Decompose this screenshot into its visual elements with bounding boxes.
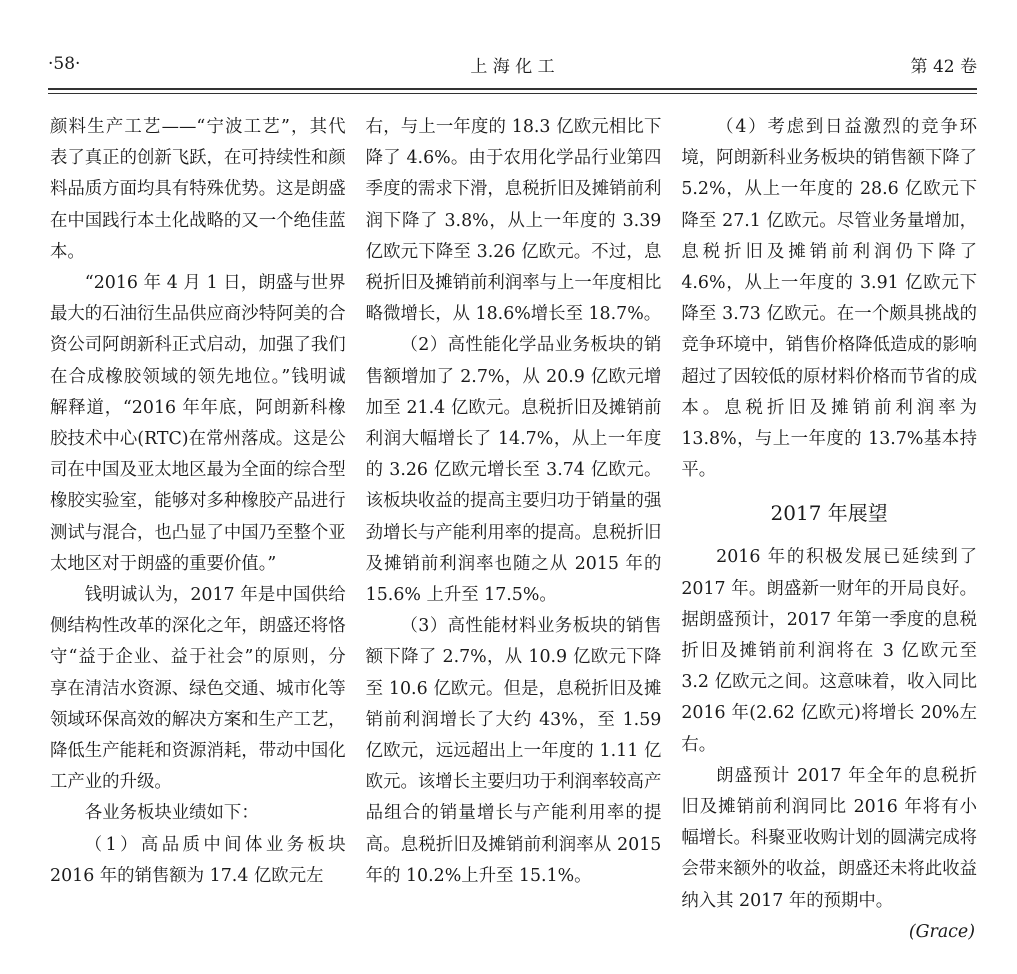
column-1 — [50, 112, 346, 974]
column-2 — [366, 112, 662, 974]
paragraph: （2）高性能化学品业务板块的销售额增加了 2.7%，从 20.9 亿欧元增加至 21.4 亿欧元。息税折旧及摊销前利润大幅增长了 14.7%，从上一年度的 3.26 亿欧元增长至 3.74 亿欧元。该板块收益的提高主要归功于销量的强劲增长与产能利用率的提高。息税折旧及摊销前利润率也随之从 2015 年的 15.6% 上升至 17.5%。 — [365, 335, 662, 606]
paragraph: 右，与上一年度的 18.3 亿欧元相比下降了 4.6%。由于农用化学品行业第四季度的需求下滑，息税折旧及摊销前利润下降了 3.8%，从上一年度的 3.39 亿欧元下降至 3.26 亿欧元。不过，息税折旧及摊销前利润率与上一年度相比略微增长，从 18.6%增长至 18.7%。 — [365, 117, 662, 325]
author-signature: (Grace) — [908, 921, 976, 942]
paragraph: 2016 年的积极发展已延续到了 2017 年。朗盛新一财年的开局良好。据朗盛预计，2017 年第一季度的息税折旧及摊销前利润将在 3 亿欧元至 3.2 亿欧元之间。这意味着，收入同比 2016 年(2.62 亿欧元)将增长 20%左右。 — [681, 547, 978, 755]
page-number: ·58· — [48, 54, 81, 74]
journal-title: 上 海 化 工 — [470, 56, 555, 77]
paragraph: 各业务板块业绩如下： — [84, 803, 259, 824]
paragraph: 钱明诚认为，2017 年是中国供给侧结构性改革的深化之年，朗盛还将恪守“益于企业、益于社会”的原则，分享在清洁水资源、绿色交通、城市化等领域环保高效的解决方案和生产工艺，降低生产能耗和资源消耗，带动中国化工产业的升级。 — [50, 585, 346, 793]
article-body — [50, 112, 977, 974]
paragraph: （3）高性能材料业务板块的销售额下降了 2.7%，从 10.9 亿欧元下降至 10.6 亿欧元。但是，息税折旧及摊销前利润增长了大约 43%，至 1.59 亿欧元，远远超出上一年度的 1.11 亿欧元。该增长主要归功于利润率较高产品组合的销量增长与产能利用率的提高。息税折旧及摊销前利润率从 2015 年的 10.2%上升至 15.1%。 — [365, 616, 662, 886]
paragraph: “2016 年 4 月 1 日，朗盛与世界最大的石油衍生品供应商沙特阿美的合资公司阿朗新科正式启动，加强了我们在合成橡胶领域的领先地位。”钱明诚解释道，“2016 年年底，阿朗新科橡胶技术中心(RTC)在常州落成。这是公司在中国及亚太地区最为全面的综合型橡胶实验室，能够对多种橡胶产品进行测试与混合，也凸显了中国乃至整个亚太地区对于朗盛的重要价值。” — [50, 273, 346, 574]
paragraph: 颜料生产工艺——“宁波工艺”，其代表了真正的创新飞跃，在可持续性和颜料品质方面均具有特殊优势。这是朗盛在中国践行本土化战略的又一个绝佳蓝本。 — [50, 117, 346, 262]
section-heading: 2017 年展望 — [770, 501, 888, 526]
paragraph: 朗盛预计 2017 年全年的息税折旧及摊销前利润同比 2016 年将有小幅增长。科聚亚收购计划的圆满完成将会带来额外的收益，朗盛还未将此收益纳入其 2017 年的预期中。 — [681, 765, 978, 911]
paragraph: （4）考虑到日益激烈的竞争环境，阿朗新科业务板块的销售额下降了 5.2%，从上一年度的 28.6 亿欧元下降至 27.1 亿欧元。尽管业务量增加，息税折旧及摊销前利润仍下降了 4.6%，从上一年度的 3.91 亿欧元下降至 3.73 亿欧元。在一个颇具挑战的竞争环境中，销售价格降低造成的影响超过了因较低的原材料价格而节省的成本。息税折旧及摊销前利润率为 13.8%，与上一年度的 13.7%基本持平。 — [681, 117, 978, 481]
header-rule-thin — [48, 93, 977, 94]
volume-label: 第 42 卷 — [910, 56, 977, 77]
column-3 — [681, 112, 977, 974]
paragraph: （1）高品质中间体业务板块 2016 年的销售额为 17.4 亿欧元左 — [50, 834, 346, 886]
header-rule-thick — [48, 88, 977, 90]
page-header — [48, 48, 977, 80]
